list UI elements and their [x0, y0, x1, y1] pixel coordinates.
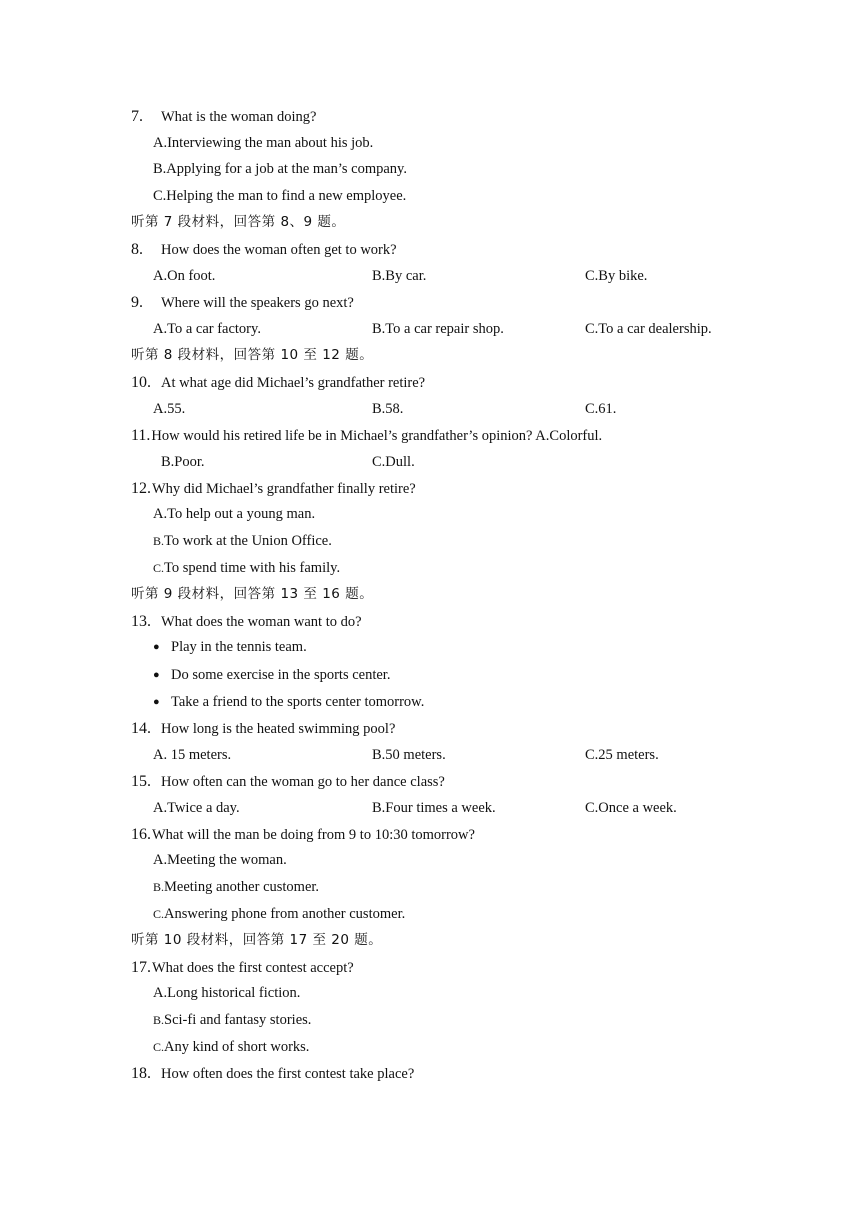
question-7 — [131, 108, 316, 126]
question-number: 8. — [131, 241, 143, 258]
option-b: B.Poor. — [161, 454, 205, 470]
option-text: To spend time with his family. — [164, 560, 341, 576]
option-b — [153, 532, 332, 550]
question-16 — [131, 826, 475, 844]
question-number: 16. — [131, 826, 151, 843]
option-text: Do some exercise in the sports center. — [171, 667, 391, 683]
question-number: 18. — [131, 1065, 151, 1082]
question-text: What is the woman doing? — [161, 109, 317, 125]
question-14 — [131, 720, 395, 738]
option-b: B.By car. — [372, 268, 427, 284]
option-letter: B. — [153, 880, 165, 894]
option-b — [153, 878, 319, 896]
question-12 — [131, 480, 416, 498]
option-c: C.25 meters. — [585, 747, 659, 763]
section-heading: 听第 9 段材料，回答第 13 至 16 题。 — [131, 586, 374, 602]
option-b: B.50 meters. — [372, 747, 446, 763]
option-c: C.61. — [585, 401, 617, 417]
option-a: A.On foot. — [153, 268, 216, 284]
option-letter: C. — [153, 1040, 165, 1054]
question-number: 14. — [131, 720, 151, 737]
option-text: Any kind of short works. — [164, 1039, 310, 1055]
option-a: A.To a car factory. — [153, 321, 261, 337]
question-number: 10. — [131, 374, 151, 391]
option-c — [153, 905, 405, 923]
option-b: B.Four times a week. — [372, 800, 496, 816]
option-b: B.58. — [372, 401, 404, 417]
question-text: What does the woman want to do? — [161, 614, 362, 630]
question-text: What will the man be doing from 9 to 10:30 tomorrow? — [152, 827, 475, 843]
question-number: 15. — [131, 773, 151, 790]
option-b — [153, 1011, 311, 1029]
question-number: 11. — [131, 427, 151, 444]
option-a: A.To help out a young man. — [153, 506, 316, 522]
bullet-icon: ● — [153, 641, 160, 653]
question-number: 13. — [131, 613, 151, 630]
question-text: How does the woman often get to work? — [161, 242, 397, 258]
option-c — [153, 559, 340, 577]
option-text: Play in the tennis team. — [171, 639, 307, 655]
option-text: Answering phone from another customer. — [164, 906, 406, 922]
option-a: A.55. — [153, 401, 186, 417]
section-heading: 听第 10 段材料，回答第 17 至 20 题。 — [131, 932, 383, 948]
question-9 — [131, 294, 354, 312]
option-c — [153, 1038, 309, 1056]
option-c: C.Once a week. — [585, 800, 677, 816]
question-11 — [131, 427, 602, 445]
bullet-option-c — [153, 693, 424, 711]
question-text: At what age did Michael’s grandfather retire? — [161, 375, 426, 391]
option-letter: B. — [153, 1013, 165, 1027]
question-text: What does the first contest accept? — [152, 960, 354, 976]
question-number: 9. — [131, 294, 143, 311]
question-15 — [131, 773, 445, 791]
question-8 — [131, 241, 397, 259]
option-text: To work at the Union Office. — [164, 533, 332, 549]
question-number: 7. — [131, 108, 143, 125]
option-text: Sci-fi and fantasy stories. — [164, 1012, 312, 1028]
option-letter: C. — [153, 561, 165, 575]
question-text: How would his retired life be in Michael’s grandfather’s opinion? A.Colorful. — [151, 428, 603, 444]
option-a: A.Meeting the woman. — [153, 852, 287, 868]
option-c: C.Helping the man to find a new employee. — [153, 188, 407, 204]
question-text: How long is the heated swimming pool? — [161, 721, 396, 737]
option-a: A. 15 meters. — [153, 747, 232, 763]
bullet-icon: ● — [153, 669, 160, 681]
section-heading: 听第 8 段材料，回答第 10 至 12 题。 — [131, 347, 374, 363]
bullet-icon: ● — [153, 696, 160, 708]
option-c: C.To a car dealership. — [585, 321, 712, 337]
option-c: C.By bike. — [585, 268, 648, 284]
option-text: Meeting another customer. — [164, 879, 320, 895]
question-text: How often does the first contest take place? — [161, 1066, 415, 1082]
section-heading: 听第 7 段材料，回答第 8、9 题。 — [131, 214, 346, 230]
option-c: C.Dull. — [372, 454, 415, 470]
question-17 — [131, 959, 354, 977]
question-text: Why did Michael’s grandfather finally retire? — [152, 481, 416, 497]
option-a: A.Long historical fiction. — [153, 985, 301, 1001]
bullet-option-b — [153, 666, 390, 684]
question-text: How often can the woman go to her dance class? — [161, 774, 445, 790]
option-text: Take a friend to the sports center tomorrow. — [171, 694, 425, 710]
bullet-option-a — [153, 638, 307, 656]
option-b: B.To a car repair shop. — [372, 321, 504, 337]
question-18 — [131, 1065, 414, 1083]
option-letter: B. — [153, 534, 165, 548]
question-number: 17. — [131, 959, 151, 976]
question-text: Where will the speakers go next? — [161, 295, 354, 311]
question-10 — [131, 374, 425, 392]
option-a: A.Twice a day. — [153, 800, 240, 816]
option-letter: C. — [153, 907, 165, 921]
question-number: 12. — [131, 480, 151, 497]
option-a: A.Interviewing the man about his job. — [153, 135, 374, 151]
option-b: B.Applying for a job at the man’s company. — [153, 161, 407, 177]
question-13 — [131, 613, 362, 631]
